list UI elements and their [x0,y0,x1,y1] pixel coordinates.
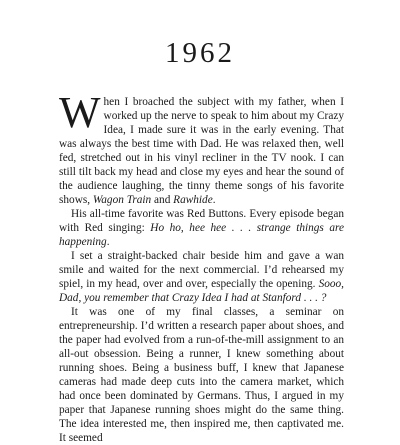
show-title-rawhide: Rawhide [173,194,213,206]
paragraph-2 [59,207,344,249]
show-title-wagon-train: Wagon Train [92,194,152,206]
paragraph-2-end: . [106,236,110,248]
paragraph-1-mid: and [151,194,174,206]
song-lyric: Ho ho, hee hee . . . strange things are happening [59,222,344,248]
paragraph-1 [59,88,344,207]
paragraph-1-text: hen I broached the subject with my father, when I worked up the nerve to speak to him about my Crazy Idea, I made sure it was in the early evening. That was always the best time with Dad. He was relaxed then, well fed, stretched out in his vinyl recliner in the TV nook. I can still tilt back my head and close my eyes and hear the sound of the audience laughing, the tinny theme songs of his favorite shows, [59,96,344,206]
drop-cap: W [59,88,101,137]
paragraph-4-text: It was one of my final classes, a seminar on entrepreneurship. I’d written a research paper about shoes, and the paper had evolved from a run-of-the-mill assignment to an all-out obsession. Being a runner, I knew something about running shoes. Being a business buff, I knew that Japanese cameras had made deep cuts into the camera market, which had once been dominated by Germans. Thus, I argued in my paper that Japanese running shoes might do the same thing. The idea interested me, then inspired me, then captivated me. It seemed [59,306,344,444]
rehearsed-opening: Sooo, Dad, you remember that Crazy Idea I had at Stanford . . . ? [59,278,344,304]
paragraph-2-text: His all-time favorite was Red Buttons. Every episode began with Red singing: [59,208,344,234]
body-text [59,88,344,445]
paragraph-4 [59,305,344,445]
paragraph-3 [59,249,344,305]
chapter-title: 1962 [165,37,235,70]
paragraph-3-text: I set a straight-backed chair beside him and gave a wan smile and waited for the next commercial. I’d rehearsed my spiel, in my head, over and over, especially the opening. [59,250,344,290]
paragraph-1-end: . [212,194,216,206]
